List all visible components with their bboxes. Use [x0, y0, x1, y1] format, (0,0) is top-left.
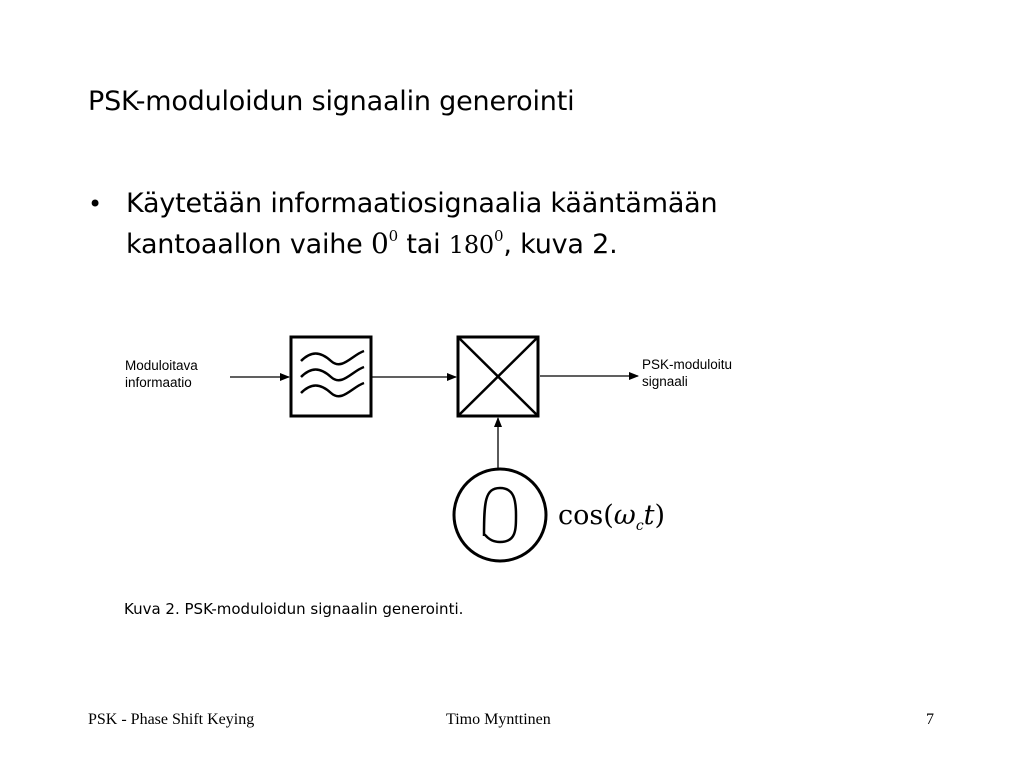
phase-180-degree: 0	[494, 227, 504, 245]
mixer-block	[458, 337, 538, 416]
carrier-formula	[558, 500, 666, 534]
input-label-line-2: informaatio	[125, 375, 192, 390]
carrier-func: cos(	[558, 500, 614, 531]
page-number: 7	[926, 711, 934, 728]
carrier-subscript: c	[635, 518, 644, 534]
slide-title: PSK-moduloidun signaalin generointi	[88, 86, 575, 117]
oscillator-circle	[454, 469, 546, 561]
carrier-var: t	[643, 500, 655, 531]
footer-left: PSK - Phase Shift Keying	[88, 711, 255, 728]
input-label	[125, 357, 198, 391]
figure-caption: Kuva 2. PSK-moduloidun signaalin generointi.	[124, 600, 464, 618]
oscillator	[454, 469, 546, 561]
bullet-connector: tai	[406, 229, 441, 260]
phase-zero-value: 0	[370, 227, 389, 260]
filter-block	[291, 337, 371, 416]
carrier-omega: ω	[613, 500, 636, 531]
bullet-line-1: Käytetään informaatiosignaalia kääntämään	[126, 188, 718, 219]
input-label-line-1: Moduloitava	[125, 358, 198, 373]
phase-zero-degree: 0	[388, 227, 398, 245]
footer-author: Timo Mynttinen	[446, 711, 551, 728]
phase-180-value: 180	[448, 231, 494, 259]
carrier-close: )	[654, 500, 666, 531]
bullet-line-2-suffix: , kuva 2.	[503, 229, 618, 260]
output-label	[642, 356, 732, 390]
output-label-line-2: signaali	[642, 374, 688, 389]
bullet-line-2-prefix: kantoaallon vaihe	[126, 229, 363, 260]
bullet-marker: •	[88, 190, 102, 218]
output-label-line-1: PSK-moduloitu	[642, 357, 733, 372]
